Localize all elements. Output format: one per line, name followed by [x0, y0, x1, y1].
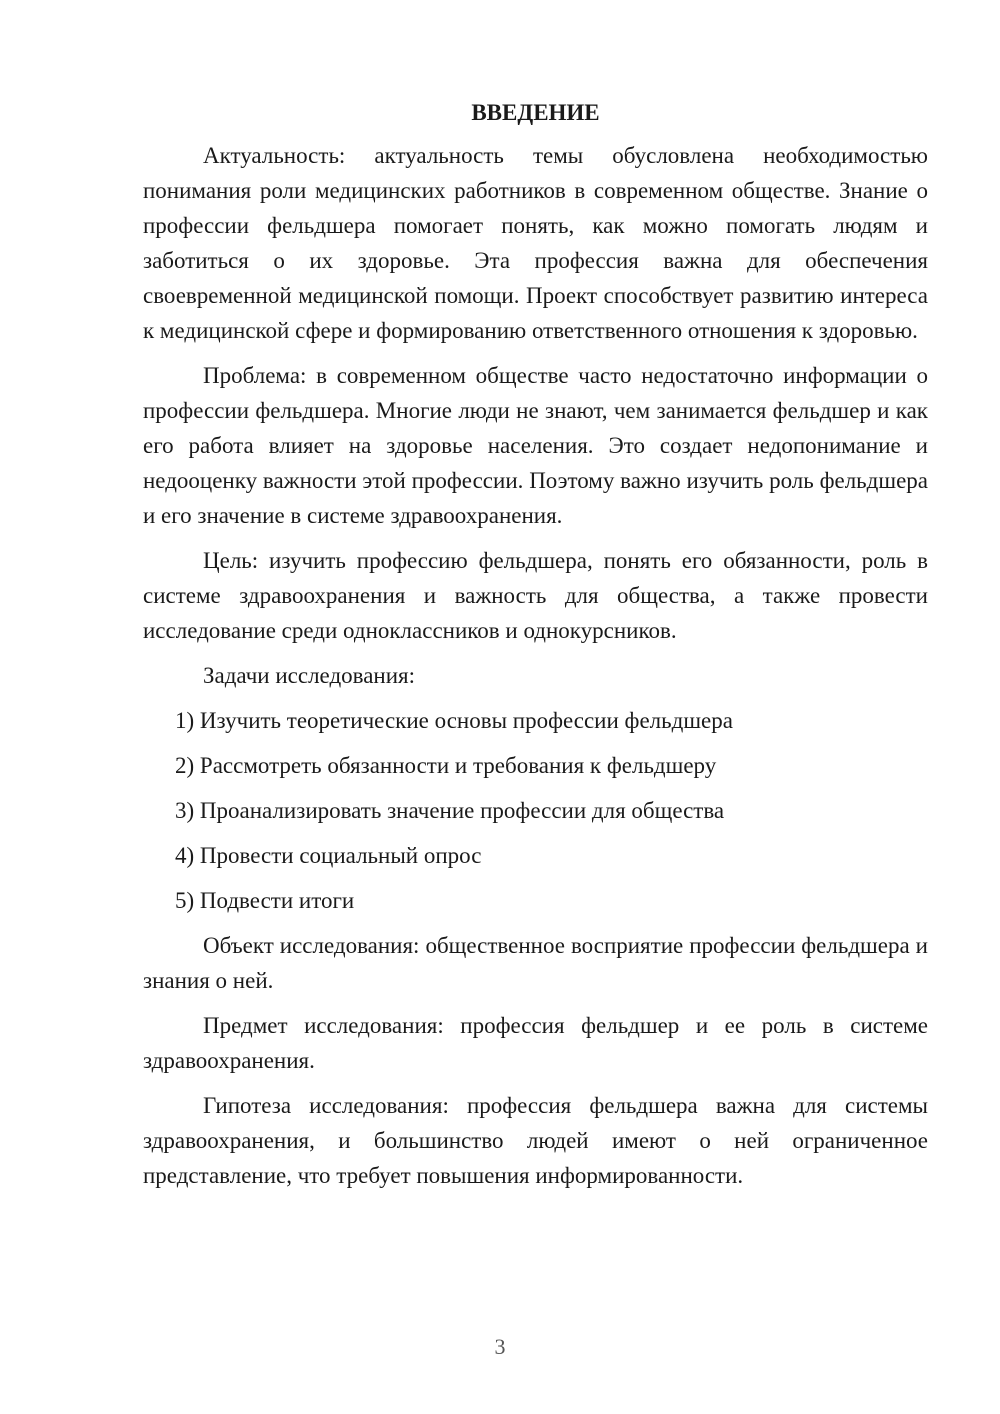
subject-paragraph: Предмет исследования: профессия фельдшер и ее роль в системе здравоохранения. [143, 1013, 928, 1073]
task-item-2: 2) Рассмотреть обязанности и требования к фельдшеру [175, 753, 717, 778]
document-body [143, 95, 928, 1203]
hypothesis-paragraph: Гипотеза исследования: профессия фельдшера важна для системы здравоохранения, и большинство людей имеют о ней ограниченное представление, что требует повышения информированности. [143, 1093, 928, 1188]
problem-paragraph: Проблема: в современном обществе часто недостаточно информации о профессии фельдшера. Многие люди не знают, чем занимается фельдшер и как его работа влияет на здоровье населения. Это создает недопонимание и недооценку важности этой профессии. Поэтому важно изучить роль фельдшера и его значение в системе здравоохранения. [143, 363, 928, 528]
object-paragraph: Объект исследования: общественное восприятие профессии фельдшера и знания о ней. [143, 933, 928, 993]
task-item-3: 3) Проанализировать значение профессии для общества [175, 798, 725, 823]
tasks-heading: Задачи исследования: [203, 663, 416, 688]
task-item-5: 5) Подвести итоги [175, 888, 355, 913]
task-item-1: 1) Изучить теоретические основы профессии фельдшера [175, 708, 733, 733]
goal-paragraph: Цель: изучить профессию фельдшера, понять его обязанности, роль в системе здравоохранения и важность для общества, а также провести исследование среди одноклассников и однокурсников. [143, 548, 928, 643]
relevance-paragraph: Актуальность: актуальность темы обусловлена необходимостью понимания роли медицинских работников в современном обществе. Знание о профессии фельдшера помогает понять, как можно помогать людям и заботиться о их здоровье. Эта профессия важна для обеспечения своевременной медицинской помощи. Проект способствует развитию интереса к медицинской сфере и формированию ответственного отношения к здоровью. [143, 143, 928, 343]
task-item-4: 4) Провести социальный опрос [175, 843, 482, 868]
page-number: 3 [494, 1334, 506, 1359]
page-title: ВВЕДЕНИЕ [471, 100, 600, 125]
task-list [143, 703, 928, 918]
